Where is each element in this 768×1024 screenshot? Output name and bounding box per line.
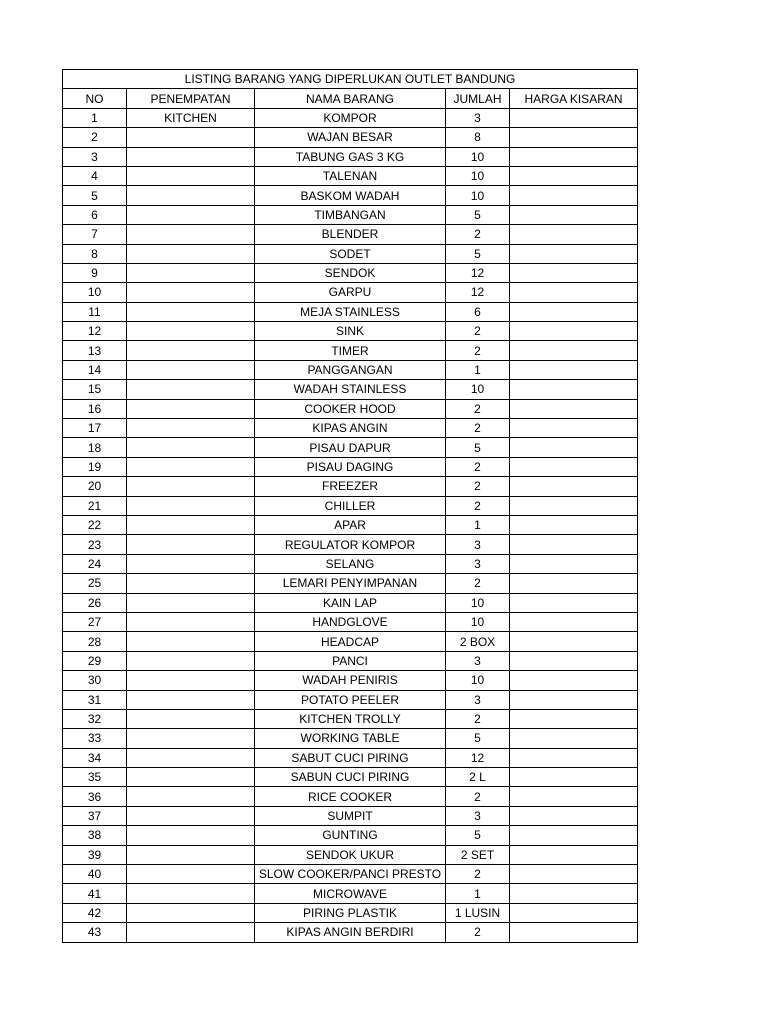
cell-jumlah: 1 bbox=[446, 515, 510, 534]
cell-nama-barang: KIPAS ANGIN BERDIRI bbox=[255, 923, 446, 942]
cell-harga-kisaran bbox=[510, 690, 638, 709]
cell-no: 26 bbox=[63, 593, 127, 612]
cell-harga-kisaran bbox=[510, 806, 638, 825]
cell-jumlah: 5 bbox=[446, 438, 510, 457]
table-row bbox=[63, 108, 638, 127]
cell-penempatan bbox=[127, 865, 255, 884]
table-row bbox=[63, 845, 638, 864]
cell-nama-barang: BASKOM WADAH bbox=[255, 186, 446, 205]
cell-jumlah: 3 bbox=[446, 651, 510, 670]
cell-jumlah: 2 bbox=[446, 399, 510, 418]
cell-harga-kisaran bbox=[510, 186, 638, 205]
cell-nama-barang: SABUN CUCI PIRING bbox=[255, 768, 446, 787]
cell-jumlah: 2 bbox=[446, 923, 510, 942]
cell-harga-kisaran bbox=[510, 322, 638, 341]
cell-harga-kisaran bbox=[510, 632, 638, 651]
cell-nama-barang: WAJAN BESAR bbox=[255, 128, 446, 147]
cell-harga-kisaran bbox=[510, 845, 638, 864]
cell-jumlah: 5 bbox=[446, 826, 510, 845]
cell-harga-kisaran bbox=[510, 903, 638, 922]
cell-penempatan bbox=[127, 787, 255, 806]
cell-harga-kisaran bbox=[510, 729, 638, 748]
cell-no: 23 bbox=[63, 535, 127, 554]
header-nama-barang: NAMA BARANG bbox=[255, 89, 446, 108]
cell-harga-kisaran bbox=[510, 244, 638, 263]
cell-no: 1 bbox=[63, 108, 127, 127]
cell-penempatan bbox=[127, 729, 255, 748]
cell-penempatan bbox=[127, 457, 255, 476]
cell-jumlah: 3 bbox=[446, 535, 510, 554]
cell-no: 39 bbox=[63, 845, 127, 864]
cell-jumlah: 2 bbox=[446, 477, 510, 496]
table-row bbox=[63, 535, 638, 554]
header-penempatan: PENEMPATAN bbox=[127, 89, 255, 108]
table-row bbox=[63, 787, 638, 806]
table-body bbox=[63, 108, 638, 942]
cell-jumlah: 10 bbox=[446, 612, 510, 631]
table-row bbox=[63, 457, 638, 476]
cell-penempatan bbox=[127, 128, 255, 147]
cell-jumlah: 3 bbox=[446, 554, 510, 573]
cell-penempatan bbox=[127, 380, 255, 399]
cell-penempatan bbox=[127, 419, 255, 438]
table-row bbox=[63, 283, 638, 302]
cell-harga-kisaran bbox=[510, 748, 638, 767]
cell-nama-barang: SENDOK bbox=[255, 263, 446, 282]
cell-jumlah: 2 bbox=[446, 709, 510, 728]
table-row bbox=[63, 884, 638, 903]
cell-penempatan bbox=[127, 186, 255, 205]
cell-jumlah: 2 bbox=[446, 322, 510, 341]
cell-nama-barang: TIMBANGAN bbox=[255, 205, 446, 224]
cell-penempatan bbox=[127, 768, 255, 787]
cell-jumlah: 2 bbox=[446, 865, 510, 884]
cell-harga-kisaran bbox=[510, 787, 638, 806]
table-row bbox=[63, 419, 638, 438]
cell-no: 18 bbox=[63, 438, 127, 457]
cell-penempatan bbox=[127, 709, 255, 728]
cell-harga-kisaran bbox=[510, 147, 638, 166]
table-row bbox=[63, 186, 638, 205]
cell-penempatan bbox=[127, 147, 255, 166]
table-row bbox=[63, 826, 638, 845]
cell-harga-kisaran bbox=[510, 612, 638, 631]
cell-jumlah: 10 bbox=[446, 593, 510, 612]
cell-penempatan bbox=[127, 845, 255, 864]
table-row bbox=[63, 671, 638, 690]
cell-penempatan bbox=[127, 923, 255, 942]
cell-nama-barang: SINK bbox=[255, 322, 446, 341]
cell-penempatan bbox=[127, 166, 255, 185]
cell-nama-barang: WADAH STAINLESS bbox=[255, 380, 446, 399]
table-row bbox=[63, 806, 638, 825]
cell-jumlah: 3 bbox=[446, 108, 510, 127]
cell-jumlah: 2 bbox=[446, 419, 510, 438]
cell-no: 9 bbox=[63, 263, 127, 282]
table-row bbox=[63, 496, 638, 515]
cell-nama-barang: HANDGLOVE bbox=[255, 612, 446, 631]
cell-jumlah: 5 bbox=[446, 729, 510, 748]
cell-no: 4 bbox=[63, 166, 127, 185]
cell-jumlah: 10 bbox=[446, 671, 510, 690]
cell-penempatan bbox=[127, 244, 255, 263]
cell-harga-kisaran bbox=[510, 360, 638, 379]
cell-jumlah: 2 L bbox=[446, 768, 510, 787]
cell-jumlah: 6 bbox=[446, 302, 510, 321]
cell-nama-barang: GUNTING bbox=[255, 826, 446, 845]
cell-jumlah: 2 bbox=[446, 341, 510, 360]
cell-no: 7 bbox=[63, 225, 127, 244]
cell-penempatan bbox=[127, 302, 255, 321]
cell-no: 8 bbox=[63, 244, 127, 263]
cell-nama-barang: SENDOK UKUR bbox=[255, 845, 446, 864]
cell-penempatan bbox=[127, 360, 255, 379]
cell-harga-kisaran bbox=[510, 884, 638, 903]
cell-penempatan bbox=[127, 322, 255, 341]
cell-jumlah: 2 SET bbox=[446, 845, 510, 864]
table-row bbox=[63, 244, 638, 263]
cell-harga-kisaran bbox=[510, 419, 638, 438]
cell-nama-barang: SLOW COOKER/PANCI PRESTO bbox=[255, 865, 446, 884]
cell-penempatan bbox=[127, 671, 255, 690]
cell-nama-barang: RICE COOKER bbox=[255, 787, 446, 806]
cell-jumlah: 2 bbox=[446, 787, 510, 806]
cell-nama-barang: POTATO PEELER bbox=[255, 690, 446, 709]
table-row bbox=[63, 709, 638, 728]
table-row bbox=[63, 263, 638, 282]
cell-no: 31 bbox=[63, 690, 127, 709]
table-row bbox=[63, 651, 638, 670]
cell-jumlah: 5 bbox=[446, 244, 510, 263]
cell-jumlah: 12 bbox=[446, 283, 510, 302]
cell-penempatan bbox=[127, 477, 255, 496]
cell-penempatan bbox=[127, 884, 255, 903]
cell-no: 21 bbox=[63, 496, 127, 515]
cell-nama-barang: WORKING TABLE bbox=[255, 729, 446, 748]
cell-nama-barang: HEADCAP bbox=[255, 632, 446, 651]
table-row bbox=[63, 748, 638, 767]
cell-nama-barang: PISAU DAGING bbox=[255, 457, 446, 476]
cell-penempatan bbox=[127, 690, 255, 709]
cell-no: 13 bbox=[63, 341, 127, 360]
cell-no: 14 bbox=[63, 360, 127, 379]
cell-harga-kisaran bbox=[510, 302, 638, 321]
cell-no: 34 bbox=[63, 748, 127, 767]
cell-jumlah: 12 bbox=[446, 748, 510, 767]
cell-penempatan bbox=[127, 903, 255, 922]
cell-penempatan bbox=[127, 651, 255, 670]
cell-nama-barang: MEJA STAINLESS bbox=[255, 302, 446, 321]
cell-jumlah: 2 bbox=[446, 496, 510, 515]
cell-no: 33 bbox=[63, 729, 127, 748]
cell-penempatan bbox=[127, 205, 255, 224]
cell-nama-barang: KOMPOR bbox=[255, 108, 446, 127]
cell-harga-kisaran bbox=[510, 709, 638, 728]
header-row bbox=[63, 89, 638, 108]
table-row bbox=[63, 593, 638, 612]
table-row bbox=[63, 380, 638, 399]
cell-penempatan bbox=[127, 438, 255, 457]
cell-harga-kisaran bbox=[510, 593, 638, 612]
cell-jumlah: 5 bbox=[446, 205, 510, 224]
cell-nama-barang: KIPAS ANGIN bbox=[255, 419, 446, 438]
cell-jumlah: 8 bbox=[446, 128, 510, 147]
table-row bbox=[63, 768, 638, 787]
cell-harga-kisaran bbox=[510, 225, 638, 244]
cell-penempatan bbox=[127, 574, 255, 593]
cell-harga-kisaran bbox=[510, 205, 638, 224]
cell-harga-kisaran bbox=[510, 457, 638, 476]
cell-no: 30 bbox=[63, 671, 127, 690]
table-row bbox=[63, 322, 638, 341]
cell-jumlah: 1 bbox=[446, 884, 510, 903]
cell-harga-kisaran bbox=[510, 865, 638, 884]
cell-jumlah: 12 bbox=[446, 263, 510, 282]
cell-no: 40 bbox=[63, 865, 127, 884]
cell-harga-kisaran bbox=[510, 380, 638, 399]
cell-nama-barang: SABUT CUCI PIRING bbox=[255, 748, 446, 767]
cell-penempatan: KITCHEN bbox=[127, 108, 255, 127]
cell-harga-kisaran bbox=[510, 574, 638, 593]
cell-no: 38 bbox=[63, 826, 127, 845]
cell-jumlah: 10 bbox=[446, 147, 510, 166]
cell-penempatan bbox=[127, 826, 255, 845]
cell-jumlah: 2 bbox=[446, 457, 510, 476]
cell-penempatan bbox=[127, 283, 255, 302]
cell-harga-kisaran bbox=[510, 826, 638, 845]
cell-nama-barang: SODET bbox=[255, 244, 446, 263]
cell-nama-barang: BLENDER bbox=[255, 225, 446, 244]
cell-penempatan bbox=[127, 593, 255, 612]
table-row bbox=[63, 690, 638, 709]
inventory-table bbox=[62, 69, 638, 943]
cell-no: 36 bbox=[63, 787, 127, 806]
cell-penempatan bbox=[127, 554, 255, 573]
cell-nama-barang: TALENAN bbox=[255, 166, 446, 185]
cell-jumlah: 1 LUSIN bbox=[446, 903, 510, 922]
cell-nama-barang: REGULATOR KOMPOR bbox=[255, 535, 446, 554]
table-row bbox=[63, 574, 638, 593]
cell-harga-kisaran bbox=[510, 651, 638, 670]
cell-no: 32 bbox=[63, 709, 127, 728]
cell-no: 43 bbox=[63, 923, 127, 942]
table-row bbox=[63, 729, 638, 748]
cell-penempatan bbox=[127, 515, 255, 534]
cell-no: 3 bbox=[63, 147, 127, 166]
table-row bbox=[63, 147, 638, 166]
cell-harga-kisaran bbox=[510, 496, 638, 515]
cell-no: 15 bbox=[63, 380, 127, 399]
cell-nama-barang: PANGGANGAN bbox=[255, 360, 446, 379]
table-row bbox=[63, 166, 638, 185]
cell-harga-kisaran bbox=[510, 283, 638, 302]
cell-no: 28 bbox=[63, 632, 127, 651]
cell-nama-barang: TABUNG GAS 3 KG bbox=[255, 147, 446, 166]
cell-penempatan bbox=[127, 535, 255, 554]
cell-penempatan bbox=[127, 399, 255, 418]
table-row bbox=[63, 225, 638, 244]
cell-harga-kisaran bbox=[510, 554, 638, 573]
cell-penempatan bbox=[127, 612, 255, 631]
cell-harga-kisaran bbox=[510, 671, 638, 690]
cell-nama-barang: SELANG bbox=[255, 554, 446, 573]
header-harga-kisaran: HARGA KISARAN bbox=[510, 89, 638, 108]
cell-jumlah: 3 bbox=[446, 690, 510, 709]
table-row bbox=[63, 302, 638, 321]
cell-penempatan bbox=[127, 632, 255, 651]
cell-nama-barang: KITCHEN TROLLY bbox=[255, 709, 446, 728]
cell-nama-barang: GARPU bbox=[255, 283, 446, 302]
cell-no: 5 bbox=[63, 186, 127, 205]
cell-harga-kisaran bbox=[510, 341, 638, 360]
table-row bbox=[63, 438, 638, 457]
table-row bbox=[63, 515, 638, 534]
cell-penempatan bbox=[127, 806, 255, 825]
cell-penempatan bbox=[127, 341, 255, 360]
cell-jumlah: 10 bbox=[446, 380, 510, 399]
cell-harga-kisaran bbox=[510, 923, 638, 942]
cell-nama-barang: WADAH PENIRIS bbox=[255, 671, 446, 690]
cell-harga-kisaran bbox=[510, 108, 638, 127]
table-row bbox=[63, 205, 638, 224]
cell-no: 42 bbox=[63, 903, 127, 922]
table-row bbox=[63, 612, 638, 631]
cell-no: 11 bbox=[63, 302, 127, 321]
table-row bbox=[63, 360, 638, 379]
cell-no: 19 bbox=[63, 457, 127, 476]
cell-no: 25 bbox=[63, 574, 127, 593]
cell-nama-barang: MICROWAVE bbox=[255, 884, 446, 903]
table-row bbox=[63, 903, 638, 922]
table-row bbox=[63, 632, 638, 651]
table-row bbox=[63, 923, 638, 942]
cell-no: 29 bbox=[63, 651, 127, 670]
cell-no: 24 bbox=[63, 554, 127, 573]
cell-nama-barang: PANCI bbox=[255, 651, 446, 670]
cell-no: 20 bbox=[63, 477, 127, 496]
cell-penempatan bbox=[127, 748, 255, 767]
cell-jumlah: 1 bbox=[446, 360, 510, 379]
table-row bbox=[63, 128, 638, 147]
cell-nama-barang: LEMARI PENYIMPANAN bbox=[255, 574, 446, 593]
cell-harga-kisaran bbox=[510, 438, 638, 457]
cell-jumlah: 2 bbox=[446, 225, 510, 244]
table-row bbox=[63, 477, 638, 496]
cell-harga-kisaran bbox=[510, 768, 638, 787]
cell-nama-barang: APAR bbox=[255, 515, 446, 534]
cell-nama-barang: SUMPIT bbox=[255, 806, 446, 825]
table-title: LISTING BARANG YANG DIPERLUKAN OUTLET BANDUNG bbox=[63, 70, 638, 89]
cell-no: 35 bbox=[63, 768, 127, 787]
table-row bbox=[63, 865, 638, 884]
cell-nama-barang: FREEZER bbox=[255, 477, 446, 496]
cell-penempatan bbox=[127, 496, 255, 515]
cell-nama-barang: CHILLER bbox=[255, 496, 446, 515]
cell-no: 22 bbox=[63, 515, 127, 534]
header-no: NO bbox=[63, 89, 127, 108]
cell-jumlah: 3 bbox=[446, 806, 510, 825]
table-row bbox=[63, 341, 638, 360]
cell-harga-kisaran bbox=[510, 515, 638, 534]
cell-jumlah: 2 bbox=[446, 574, 510, 593]
cell-harga-kisaran bbox=[510, 263, 638, 282]
header-jumlah: JUMLAH bbox=[446, 89, 510, 108]
cell-jumlah: 10 bbox=[446, 186, 510, 205]
cell-penempatan bbox=[127, 225, 255, 244]
cell-no: 10 bbox=[63, 283, 127, 302]
cell-no: 27 bbox=[63, 612, 127, 631]
cell-jumlah: 2 BOX bbox=[446, 632, 510, 651]
cell-harga-kisaran bbox=[510, 128, 638, 147]
cell-harga-kisaran bbox=[510, 477, 638, 496]
cell-no: 37 bbox=[63, 806, 127, 825]
cell-harga-kisaran bbox=[510, 399, 638, 418]
cell-nama-barang: COOKER HOOD bbox=[255, 399, 446, 418]
table-row bbox=[63, 399, 638, 418]
cell-nama-barang: PIRING PLASTIK bbox=[255, 903, 446, 922]
cell-nama-barang: KAIN LAP bbox=[255, 593, 446, 612]
cell-harga-kisaran bbox=[510, 535, 638, 554]
cell-no: 16 bbox=[63, 399, 127, 418]
cell-harga-kisaran bbox=[510, 166, 638, 185]
cell-nama-barang: PISAU DAPUR bbox=[255, 438, 446, 457]
title-row bbox=[63, 70, 638, 89]
cell-penempatan bbox=[127, 263, 255, 282]
cell-no: 12 bbox=[63, 322, 127, 341]
cell-no: 6 bbox=[63, 205, 127, 224]
cell-nama-barang: TIMER bbox=[255, 341, 446, 360]
cell-no: 2 bbox=[63, 128, 127, 147]
cell-no: 17 bbox=[63, 419, 127, 438]
table-row bbox=[63, 554, 638, 573]
cell-no: 41 bbox=[63, 884, 127, 903]
cell-jumlah: 10 bbox=[446, 166, 510, 185]
